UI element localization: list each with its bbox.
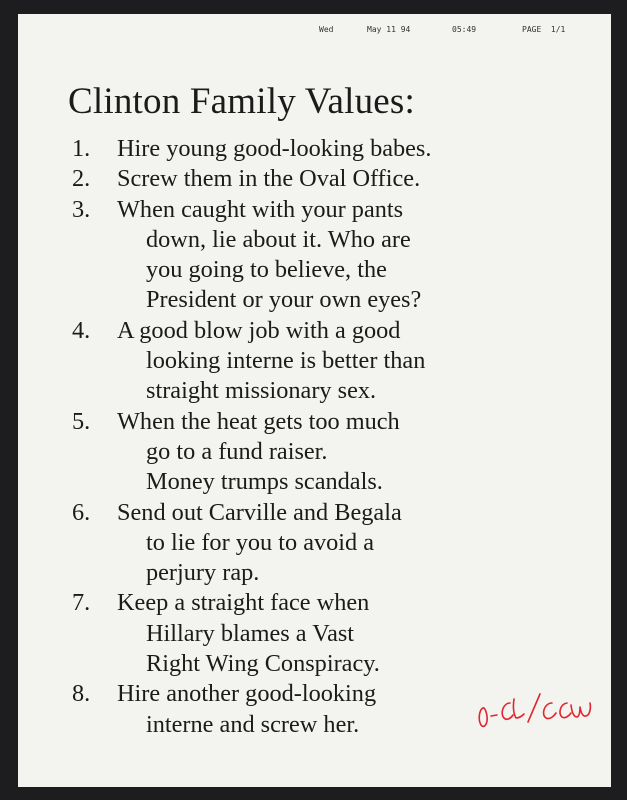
item-line: down, lie about it. Who are [146, 225, 411, 253]
list-item [72, 588, 592, 679]
item-line: President or your own eyes? [146, 286, 422, 314]
item-line: When the heat gets too much [117, 407, 400, 435]
fax-page: PAGE 1/1 [522, 25, 566, 34]
item-line: Right Wing Conspiracy. [146, 650, 380, 678]
item-number: 5. [72, 407, 91, 435]
item-number: 2. [72, 165, 91, 193]
item-number: 8. [72, 680, 91, 708]
item-number: 1. [72, 135, 91, 162]
item-line: straight missionary sex. [146, 377, 377, 405]
values-list [72, 134, 592, 740]
list-item [72, 134, 592, 164]
list-item [72, 164, 592, 194]
document-page [18, 14, 611, 787]
fax-date: May 11 94 [367, 25, 411, 34]
handwritten-annotation-mark [474, 688, 604, 728]
item-line: Hire another good-looking [117, 680, 377, 708]
item-line: Keep a straight face when [117, 589, 370, 617]
item-line: to lie for you to avoid a [146, 528, 375, 556]
item-number: 3. [72, 195, 91, 223]
handwritten-annotation [474, 688, 604, 728]
item-line: A good blow job with a good [117, 316, 401, 344]
item-line: go to a fund raiser. [146, 437, 328, 465]
item-line: perjury rap. [146, 559, 260, 587]
item-line: Hillary blames a Vast [146, 619, 355, 647]
item-line: Hire young good-looking babes. [117, 135, 432, 162]
item-line: Screw them in the Oval Office. [117, 165, 421, 193]
fax-header [18, 25, 611, 39]
list-item [72, 498, 592, 589]
page-title: Clinton Family Values: [68, 81, 416, 122]
fax-time: 05:49 [452, 25, 477, 34]
item-number: 7. [72, 589, 91, 617]
list-item [72, 195, 592, 316]
item-line: looking interne is better than [146, 347, 426, 375]
item-line: you going to believe, the [146, 256, 387, 284]
list-item [72, 316, 592, 407]
item-line: When caught with your pants [117, 195, 404, 223]
item-line: Send out Carville and Begala [117, 498, 402, 526]
fax-day: Wed [319, 25, 334, 34]
item-number: 6. [72, 498, 91, 526]
item-line: Money trumps scandals. [146, 468, 383, 496]
list-item [72, 407, 592, 498]
item-line: interne and screw her. [146, 710, 360, 738]
item-number: 4. [72, 316, 91, 344]
